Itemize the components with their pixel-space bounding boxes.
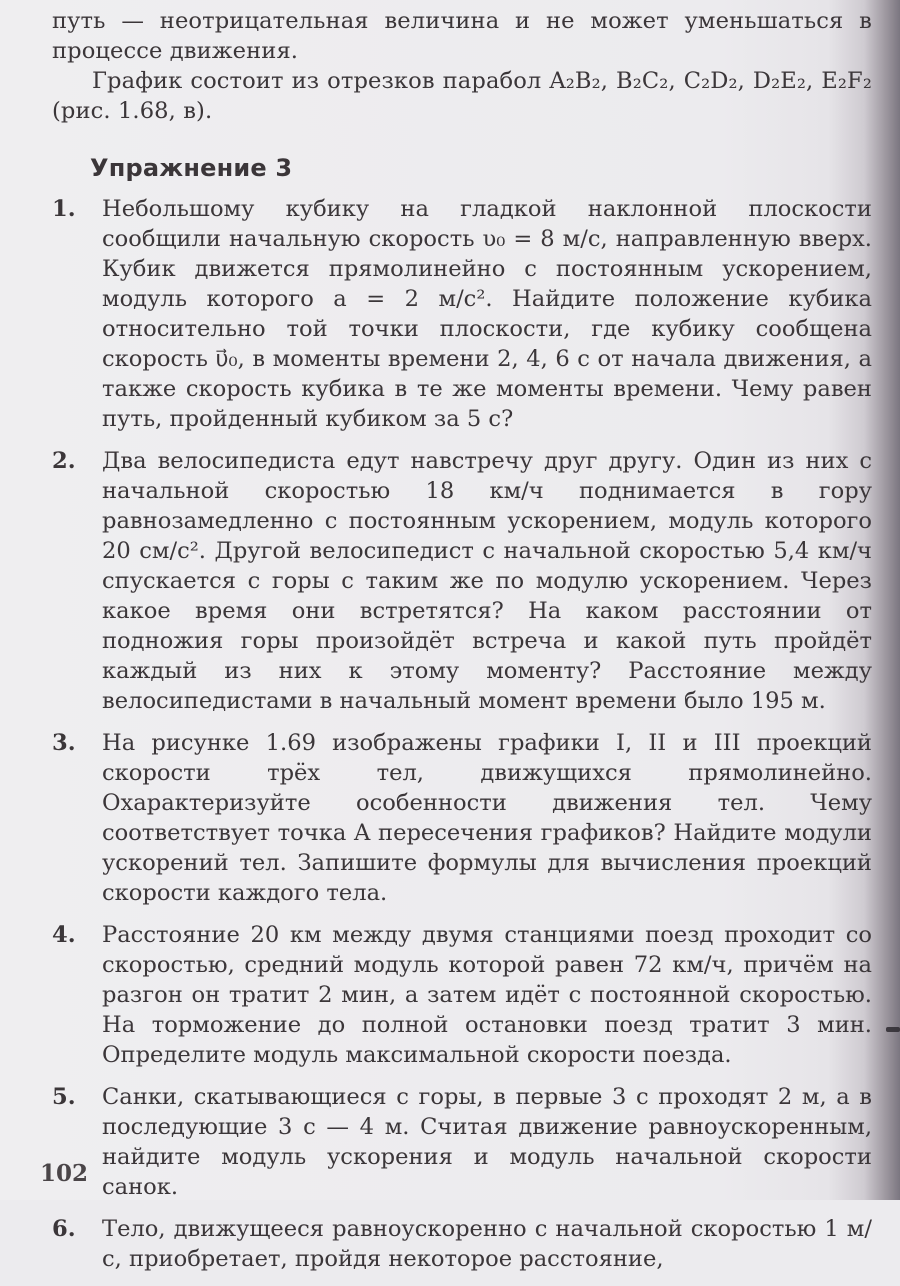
page-number: 102: [40, 1160, 89, 1187]
exercise-item-6: [52, 1214, 872, 1274]
exercise-text: На рисунке 1.69 изображены графики I, II и III проекций скорости трёх тел, движущихся прямолинейно. Охарактеризуйте особенности движения тел. Чему соответствует точка A пересечения графиков? Найдите модули ускорений тел. Запишите формулы для вычисления проекций скорости каждого тела.: [102, 730, 872, 906]
exercise-item-3: [52, 728, 872, 908]
exercise-text: Расстояние 20 км между двумя станциями поезд проходит со скоростью, средний модуль которой равен 72 км/ч, причём на разгон он тратит 2 мин, а затем идёт с постоянной скоростью. На торможение до полной остановки поезд тратит 3 мин. Определите модуль максимальной скорости поезда.: [102, 922, 872, 1068]
exercise-number: 2.: [52, 448, 76, 474]
intro-paragraph-1: путь — неотрицательная величина и не может уменьшаться в процессе движения.: [52, 8, 872, 64]
intro-paragraph-2: График состоит из отрезков парабол A₂B₂, B₂C₂, C₂D₂, D₂E₂, E₂F₂ (рис. 1.68, в).: [52, 68, 872, 124]
exercise-number: 6.: [52, 1216, 76, 1242]
exercise-number: 5.: [52, 1084, 76, 1110]
exercise-number: 4.: [52, 922, 76, 948]
exercise-item-2: [52, 446, 872, 716]
exercise-item-5: [52, 1082, 872, 1202]
exercise-number: 3.: [52, 730, 76, 756]
spine-bookmark-mark: [886, 1027, 900, 1032]
exercise-text: Небольшому кубику на гладкой наклонной плоскости сообщили начальную скорость υ₀ = 8 м/с, направленную вверх. Кубик движется прямолинейно с постоянным ускорением, модуль которого a = 2 м/с². Найдите положение кубика относительно той точки плоскости, где кубику сообщена скорость υ⃗₀, в моменты времени 2, 4, 6 с от начала движения, а также скорость кубика в те же моменты времени. Чему равен путь, пройденный кубиком за 5 с?: [102, 196, 872, 432]
exercise-text: Два велосипедиста едут навстречу друг другу. Один из них с начальной скоростью 18 км/ч поднимается в гору равнозамедленно с постоянным ускорением, модуль которого 20 см/с². Другой велосипедист с начальной скоростью 5,4 км/ч спускается с горы с таким же по модулю ускорением. Через какое время они встретятся? На каком расстоянии от подножия горы произойдёт встреча и какой путь пройдёт каждый из них к этому моменту? Расстояние между велосипедистами в начальный момент времени было 195 м.: [102, 448, 872, 714]
page-content: [52, 6, 872, 1286]
exercise-text: Санки, скатывающиеся с горы, в первые 3 с проходят 2 м, а в последующие 3 с — 4 м. Считая движение равноускоренным, найдите модуль ускорения и модуль начальной скорости санок.: [102, 1084, 872, 1200]
exercise-number: 1.: [52, 196, 76, 222]
exercise-item-1: [52, 194, 872, 434]
exercise-item-4: [52, 920, 872, 1070]
exercise-heading: Упражнение 3: [90, 154, 293, 182]
exercise-text: Тело, движущееся равноускоренно с начальной скоростью 1 м/с, приобретает, пройдя некоторое расстояние,: [102, 1216, 872, 1272]
